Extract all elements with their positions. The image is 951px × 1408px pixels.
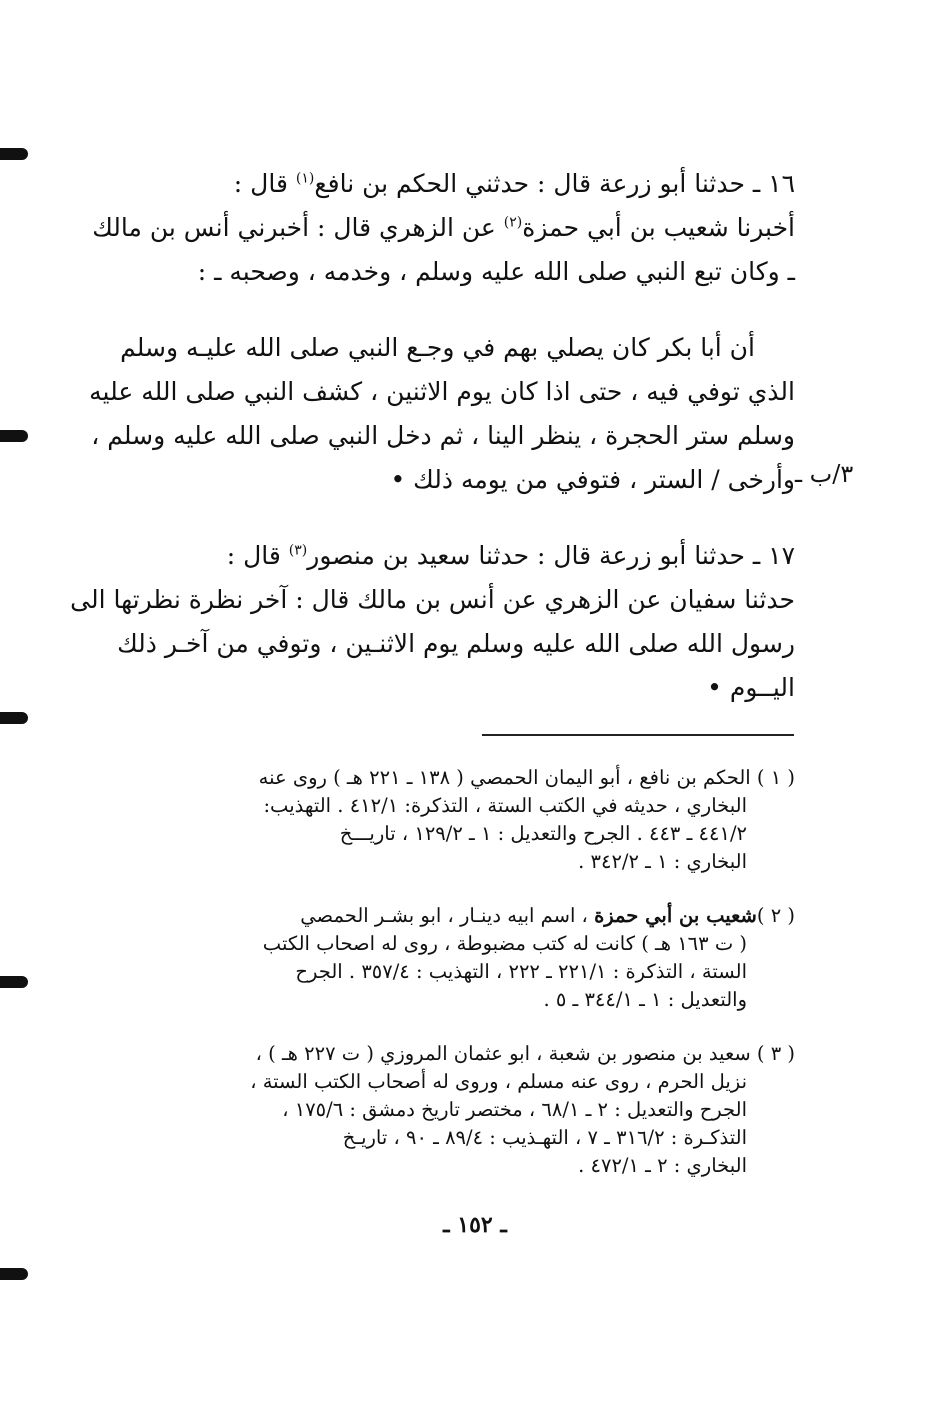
footnote-ref[interactable]: (١) [295, 170, 315, 187]
footnote-line: ٤٤١/٢ ـ ٤٤٣ . الجرح والتعديل : ١ ـ ١٢٩/٢ ، تاريـــخ [339, 822, 747, 845]
hadith-line: ـ وكان تبع النبي صلى الله عليه وسلم ، وخدمه ، وصحبه ـ : [197, 257, 795, 286]
scan-edge-mark [0, 148, 28, 160]
hadith-16 [92, 162, 795, 294]
footnote-line: ( ت ١٦٣ هـ ) كانت له كتب مضبوطة ، روى له اصحاب الكتب [262, 932, 747, 955]
hadith-line: وأرخى / الستر ، فتوفي من يومه ذلك • [390, 465, 795, 494]
hadith-line: الذي توفي فيه ، حتى اذا كان يوم الاثنين ، كشف النبي صلى الله عليه [89, 377, 795, 406]
scan-edge-mark [0, 430, 28, 442]
footnote-line: التذكـرة : ٣١٦/٢ ـ ٧ ، التهـذيب : ٨٩/٤ ـ ٩٠ ، تاريـخ [342, 1126, 747, 1149]
hadith-line: أخبرنا شعيب بن أبي حمزة$^{(٢)}$ عن الزهري قال : أخبرني أنس بن مالك [92, 213, 795, 242]
hadith-line: ١٧ ـ حدثنا أبو زرعة قال : حدثنا سعيد بن منصور$^{(٣)}$ قال : [226, 541, 795, 570]
footnote-line: الستة ، التذكرة : ٢٢١/١ ـ ٢٢٢ ، التهذيب : ٣٥٧/٤ . الجرح [295, 960, 747, 983]
footnote-line: ( ٣ ) سعيد بن منصور بن شعبة ، ابو عثمان المروزي ( ت ٢٢٧ هـ ) ، [255, 1042, 795, 1065]
footnote-line: ( ٢ )شعيب بن أبي حمزة ، اسم ابيه دينـار ، ابو بشـر الحمصي [300, 904, 795, 927]
footnote-3 [150, 1040, 795, 1180]
footnote-divider [482, 734, 794, 736]
footnote-line: ( ١ ) الحكم بن نافع ، أبو اليمان الحمصي ( ١٣٨ ـ ٢٢١ هـ ) روى عنه [258, 766, 795, 789]
footnote-line: الجرح والتعديل : ٢ ـ ٦٨/١ ، مختصر تاريخ دمشق : ١٧٥/٦ ، [282, 1098, 747, 1121]
footnote-line: البخاري : ٢ ـ ٤٧٢/١ . [578, 1154, 747, 1177]
footnote-line: البخاري ، حديثه في الكتب الستة ، التذكرة: ٤١٢/١ . التهذيب: [263, 794, 747, 817]
footnote-1 [150, 764, 795, 876]
page-number: ـ ١٥٢ ـ [443, 1212, 507, 1238]
footnote-line: البخاري : ١ ـ ٣٤٢/٢ . [578, 850, 747, 873]
hadith-17 [70, 534, 795, 710]
scan-edge-mark [0, 976, 28, 988]
hadith-line: حدثنا سفيان عن الزهري عن أنس بن مالك قال : آخر نظرة نظرتها الى [70, 585, 795, 614]
footnote-ref[interactable]: (٣) [288, 542, 308, 559]
hadith-line: وسلم ستر الحجرة ، ينظر الينا ، ثم دخل النبي صلى الله عليه وسلم ، [91, 421, 795, 450]
folio-marker: ٣/ب ـ [795, 460, 854, 488]
footnote-ref[interactable]: (٢) [503, 214, 523, 231]
footnote-2 [150, 902, 795, 1014]
scan-edge-mark [0, 712, 28, 724]
hadith-line: ١٦ ـ حدثنا أبو زرعة قال : حدثني الحكم بن نافع$^{(١)}$ قال : [233, 169, 795, 198]
hadith-line: رسول الله صلى الله عليه وسلم يوم الاثنـين ، وتوفي من آخـر ذلك [117, 629, 795, 658]
hadith-line: اليــوم • [707, 673, 795, 702]
footnote-line: نزيل الحرم ، روى عنه مسلم ، وروى له أصحاب الكتب الستة ، [250, 1070, 747, 1093]
footnote-line: والتعديل : ١ ـ ٣٤٤/١ ـ ٥ . [543, 988, 747, 1011]
scan-edge-mark [0, 1268, 28, 1280]
hadith-16-matn [89, 326, 795, 502]
hadith-line: أن أبا بكر كان يصلي بهم في وجـع النبي صلى الله عليـه وسلم [120, 333, 755, 362]
